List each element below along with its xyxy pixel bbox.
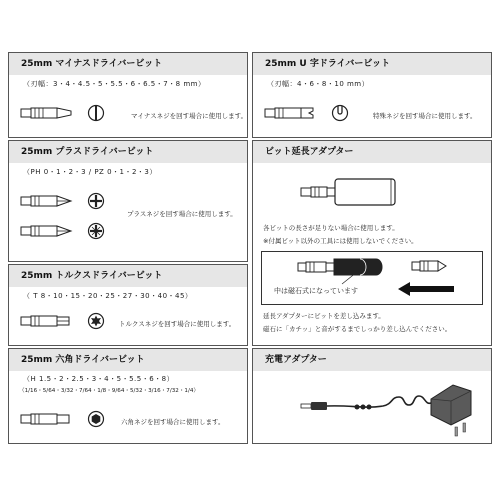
panel-description: マイナスネジを回す場合に使用します。 — [131, 112, 248, 120]
hex-screw-icon — [87, 410, 105, 428]
u-screw-icon — [331, 104, 349, 122]
magnet-label: 中は磁石式になっています — [274, 287, 358, 295]
insert-instruction-detail: 磁石に「カチッ」と音がするまでしっかり差し込んでください。 — [263, 325, 452, 333]
panel-charger — [252, 348, 492, 444]
charger-icon — [293, 375, 483, 445]
panel-subtitle: （ T 8・10・15・20・25・27・30・40・45） — [23, 292, 193, 300]
adapter-note: 各ビットの長さが足りない場合に使用します。 — [263, 224, 399, 232]
panel-subtitle: （PH 0・1・2・3 / PZ 0・1・2・3） — [23, 168, 157, 176]
panel-description: トルクスネジを回す場合に使用します。 — [119, 320, 236, 328]
panel-subtitle: （H 1.5・2・2.5・3・4・5・5.5・6・8） — [23, 375, 175, 383]
panel-title: ビット延長アダプター — [253, 141, 491, 163]
panel-flat-bits — [8, 52, 248, 138]
panel-title: 25mm マイナスドライバービット — [9, 53, 247, 75]
pozidriv-screw-icon — [87, 222, 105, 240]
leader-line — [262, 252, 484, 306]
panel-phillips-bits — [8, 140, 248, 262]
torx-bit-icon — [21, 311, 81, 331]
hex-bit-icon — [21, 409, 81, 429]
insert-arrow-icon — [398, 282, 458, 296]
extension-adapter-icon — [301, 177, 411, 207]
phillips-screw-icon — [87, 192, 105, 210]
pozidriv-bit-icon — [21, 221, 81, 241]
panel-description: プラスネジを回す場合に使用します。 — [127, 210, 237, 218]
panel-title: 25mm 六角ドライバービット — [9, 349, 247, 371]
flat-screw-icon — [87, 104, 105, 122]
panel-u-bits — [252, 52, 492, 138]
phillips-bit-icon — [21, 191, 81, 211]
panel-title: 25mm トルクスドライバービット — [9, 265, 247, 287]
insert-instruction: 延長アダプターにビットを差し込みます。 — [263, 312, 385, 320]
panel-torx-bits — [8, 264, 248, 346]
panel-subtitle: （刃幅：4・6・8・10 mm） — [267, 80, 370, 88]
panel-title: 25mm プラスドライバービット — [9, 141, 247, 163]
panel-subtitle-inch: （1/16・5/64・3/32・7/64・1/8・9/64・5/32・3/16・7/32・1/4） — [19, 388, 200, 394]
panel-title: 充電アダプター — [253, 349, 491, 371]
flat-bit-icon — [21, 103, 81, 123]
magnet-diagram-box — [261, 251, 483, 305]
panel-hex-bits — [8, 348, 248, 444]
panel-description: 特殊ネジを回す場合に使用します。 — [373, 112, 477, 120]
u-bit-icon — [265, 103, 325, 123]
panel-subtitle: （刃幅：3・4・4.5・5・5.5・6・6.5・7・8 mm） — [23, 80, 206, 88]
panel-description: 六角ネジを回す場合に使用します。 — [121, 418, 225, 426]
torx-screw-icon — [87, 312, 105, 330]
adapter-warning: ※付属ビット以外の工具には使用しないでください。 — [263, 237, 418, 245]
panel-extension-adapter — [252, 140, 492, 346]
panel-title: 25mm U 字ドライバービット — [253, 53, 491, 75]
